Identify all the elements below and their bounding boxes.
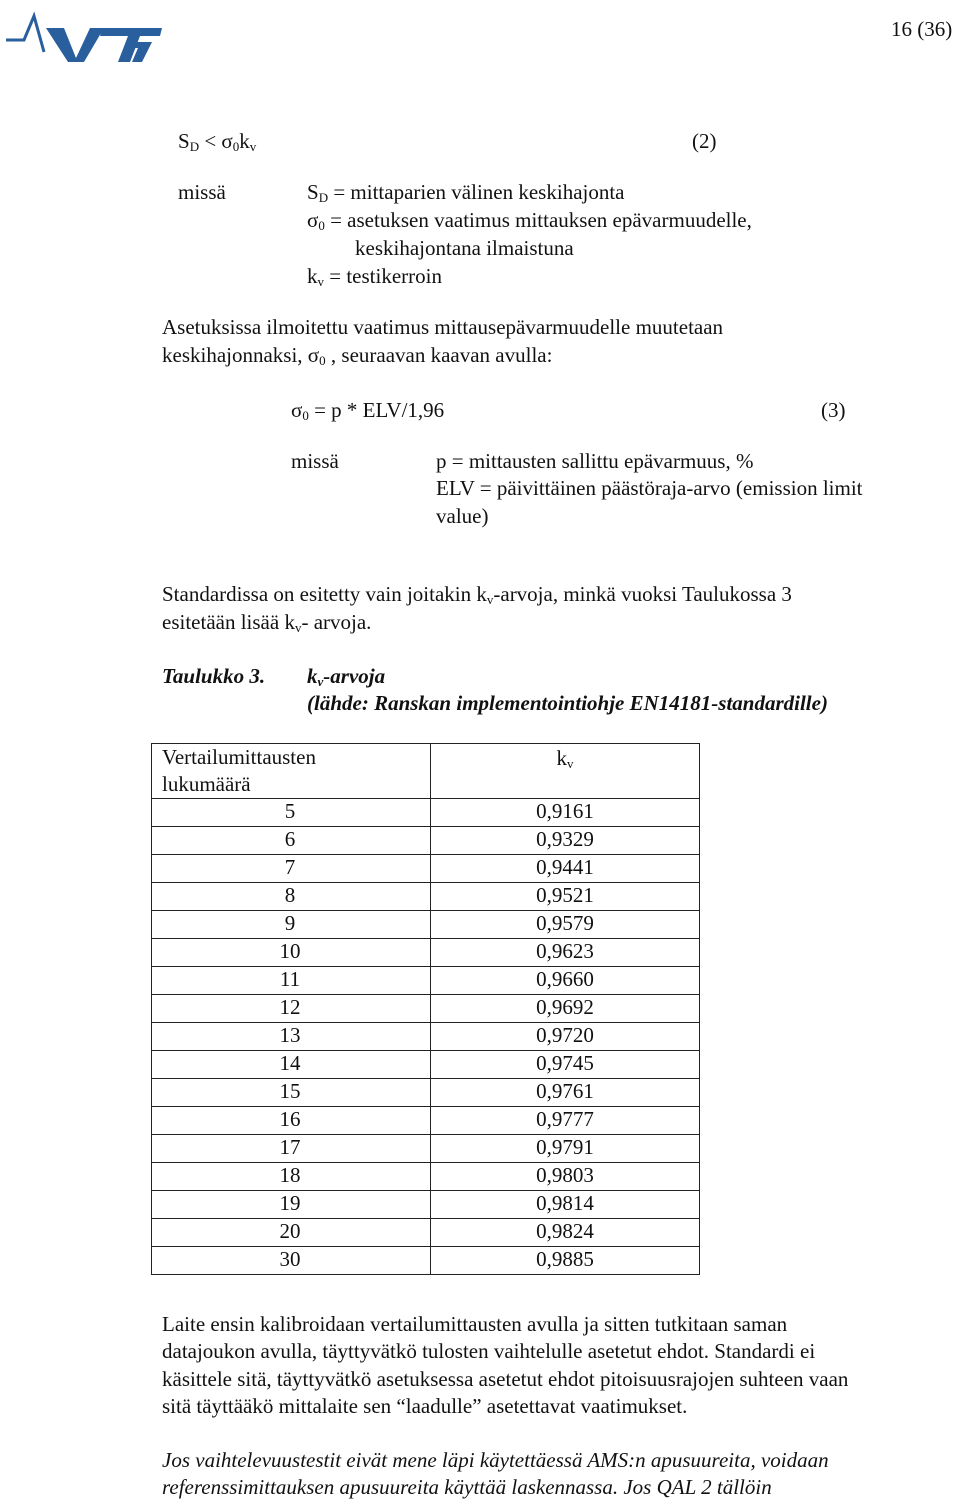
table-cell-kv: 0,9791 — [431, 1135, 700, 1163]
defs2-line-1: $S_D$ = mittaparien välinen keskihajonta — [307, 180, 625, 205]
para1-line-2: keskihajonnaksi, $\sigma_0$ , seuraavan kaavan avulla: — [162, 343, 553, 368]
table-cell-count: 16 — [152, 1107, 431, 1135]
table-row — [152, 911, 700, 939]
kv-table — [151, 743, 700, 1275]
table-cell-kv: 0,9803 — [431, 1163, 700, 1191]
para4-line-1: Jos vaihtelevuustestit eivät mene läpi käytettäessä AMS:n apusuureita, voidaan — [162, 1448, 829, 1472]
table-row — [152, 1191, 700, 1219]
table-cell-count: 6 — [152, 827, 431, 855]
table-cell-count: 8 — [152, 883, 431, 911]
table-cell-count: 5 — [152, 799, 431, 827]
table-cell-kv: 0,9579 — [431, 911, 700, 939]
table-row — [152, 1023, 700, 1051]
table-cell-count: 17 — [152, 1135, 431, 1163]
table-cell-kv: 0,9521 — [431, 883, 700, 911]
table-caption-title: $k_v$-arvoja — [307, 664, 386, 689]
table-cell-kv: 0,9161 — [431, 799, 700, 827]
table-row — [152, 967, 700, 995]
equation-2: $S_D < \sigma_0k_v$ — [178, 129, 257, 154]
table-cell-kv: 0,9720 — [431, 1023, 700, 1051]
table-row — [152, 1051, 700, 1079]
table-caption-source: (lähde: Ranskan implementointiohje EN14181-standardille) — [307, 691, 828, 715]
table-cell-count: 30 — [152, 1247, 431, 1275]
table-header-count: Vertailumittausten lukumäärä — [152, 744, 431, 799]
table-row — [152, 1079, 700, 1107]
defs3-line-1: p = mittausten sallittu epävarmuus, % — [436, 449, 754, 473]
table-cell-kv: 0,9623 — [431, 939, 700, 967]
table-row — [152, 1247, 700, 1275]
equation-3-number: (3) — [821, 398, 846, 422]
table-cell-kv: 0,9761 — [431, 1079, 700, 1107]
table-row — [152, 855, 700, 883]
table-row — [152, 827, 700, 855]
table-cell-kv: 0,9885 — [431, 1247, 700, 1275]
para3-line-3: käsittele sitä, täyttyvätkö asetuksessa asetetut ehdot pitoisuusrajojen suhteen vaan — [162, 1367, 849, 1391]
table-cell-count: 20 — [152, 1219, 431, 1247]
equation-2-number: (2) — [692, 129, 717, 153]
page-number: 16 (36) — [891, 17, 953, 41]
table-row — [152, 939, 700, 967]
para4-line-2: referenssimittauksen apusuureita käyttää laskennassa. Jos QAL 2 tällöin — [162, 1475, 772, 1499]
table-cell-kv: 0,9692 — [431, 995, 700, 1023]
table-header-row — [152, 744, 700, 799]
para1-line-1: Asetuksissa ilmoitettu vaatimus mittausepävarmuudelle muutetaan — [162, 315, 724, 339]
table-cell-count: 11 — [152, 967, 431, 995]
para3-line-4: sitä täyttääkö mittalaite sen “laadulle” asetettavat vaatimukset. — [162, 1394, 688, 1418]
table-row — [152, 1219, 700, 1247]
table-cell-kv: 0,9745 — [431, 1051, 700, 1079]
table-cell-count: 15 — [152, 1079, 431, 1107]
table-row — [152, 1135, 700, 1163]
table-cell-count: 10 — [152, 939, 431, 967]
table-cell-kv: 0,9824 — [431, 1219, 700, 1247]
table-cell-kv: 0,9660 — [431, 967, 700, 995]
equation-3: $\sigma_0 = p * ELV/1,96$ — [291, 398, 445, 423]
defs2-line-4: $k_v$ = testikerroin — [307, 264, 442, 289]
para2-line-1: Standardissa on esitetty vain joitakin $k_v$-arvoja, minkä vuoksi Taulukossa 3 — [162, 582, 792, 607]
para2-line-2: esitetään lisää $k_v-$ arvoja. — [162, 610, 372, 635]
table-row — [152, 799, 700, 827]
table-cell-count: 7 — [152, 855, 431, 883]
defs2-line-3: keskihajontana ilmaistuna — [355, 236, 574, 260]
table-cell-count: 18 — [152, 1163, 431, 1191]
table-cell-count: 14 — [152, 1051, 431, 1079]
vtt-logo-icon — [4, 6, 164, 64]
para3-line-1: Laite ensin kalibroidaan vertailumittausten avulla ja sitten tutkitaan saman — [162, 1312, 788, 1336]
table-row — [152, 1163, 700, 1191]
table-cell-count: 9 — [152, 911, 431, 939]
table-cell-kv: 0,9441 — [431, 855, 700, 883]
para3-line-2: datajoukon avulla, täyttyvätkö tulosten vaihtelulle asetetut ehdot. Standardi ei — [162, 1339, 816, 1363]
table-cell-kv: 0,9777 — [431, 1107, 700, 1135]
table-cell-count: 12 — [152, 995, 431, 1023]
table-header-kv: $k_v$ — [431, 744, 700, 799]
table-row — [152, 883, 700, 911]
table-cell-kv: 0,9329 — [431, 827, 700, 855]
defs2-label: missä — [178, 180, 226, 204]
table-caption-label: Taulukko 3. — [162, 664, 266, 688]
table-cell-count: 13 — [152, 1023, 431, 1051]
table-row — [152, 995, 700, 1023]
defs3-label: missä — [291, 449, 339, 473]
table-cell-kv: 0,9814 — [431, 1191, 700, 1219]
table-cell-count: 19 — [152, 1191, 431, 1219]
defs2-line-2: $\sigma_0$ = asetuksen vaatimus mittauksen epävarmuudelle, — [307, 208, 752, 233]
defs3-line-2: ELV = päivittäinen päästöraja-arvo (emission limit — [436, 476, 863, 500]
vtt-logo — [4, 6, 164, 70]
defs3-line-3: value) — [436, 504, 489, 528]
table-row — [152, 1107, 700, 1135]
